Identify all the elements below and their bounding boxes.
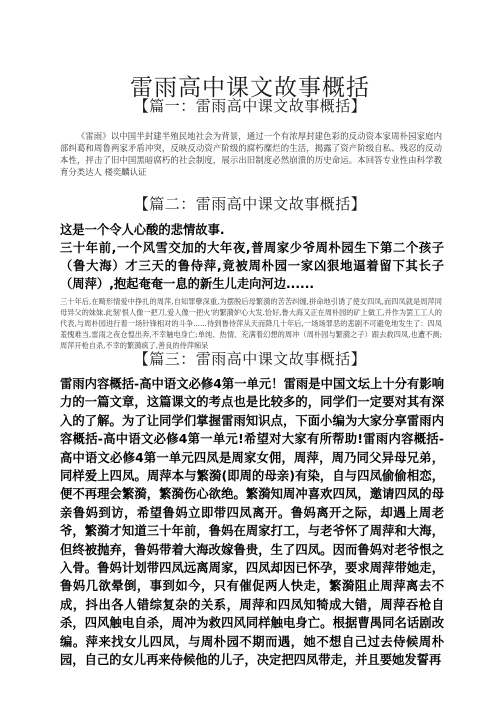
section-heading-3: 【篇三：雷雨高中课文故事概括】 (133, 350, 367, 368)
document-title: 雷雨高中课文故事概括 (130, 75, 370, 102)
section-1-paragraph: 《雷雨》以中国半封建半殖民地社会为背景，通过一个有浓厚封建色彩的反动资本家周朴园家庭内部纠葛和周鲁两家矛盾冲突，反映反动资产阶级的腐朽糜烂的生活，揭露了资产阶级自私、残忍的反动本性，抨击了旧中国黑暗腐朽的社会制度，展示出旧制度必然崩溃的历史命运。本回答专业性由科学教育分类达人 楼奕麟认证 (60, 131, 442, 177)
section-2-detail-paragraph: 三十年后,在畸形情爱中挣扎的周萍,自知罪孽深重,为摆脱后母繁漪的苦苦纠缠,拼命地引诱了使女四凤,而四凤就是周萍同母异父的妹妹.此刻'恨人像一把刀,爱人像一把火'的繁漪妒心大发.恰好,鲁大海又正在周朴园的矿上做工,并作为罢工工人的代表,与周朴园进行着一场针锋相对的斗争......待到鲁侍萍从天而降几十年后,一场场罪恶的悲剧不可避免地发生了：四凤羞愧难当,雷雨之夜仓惶出奔,不幸触电身亡;单纯、热情、充满着幻想的周冲（周朴园与繁漪之子）跟去救四凤,也遭不测;周萍开枪自杀,不幸的繁漪疯了,善良的侍萍痴呆 (60, 297, 442, 350)
section-3-body: 雷雨内容概括-高中语文必修4第一单元！雷雨是中国文坛上十分有影响力的一篇文章，这篇课文的考点也是比较多的，同学们一定要对其有深入的了解。为了让同学们掌握雷雨知识点，下面小编为大家分享雷雨内容概括-高中语文必修4第一单元!希望对大家有所帮助!雷雨内容概括-高中语文必修4第一单元四凤是周家女佣，周萍，周乃同父异母兄弟，同样爱上四凤。周萍本与繁漪(即周的母亲)有染，自与四凤偷偷相恋，便不再理会繁漪，繁漪伤心欲绝。繁漪知周冲喜欢四凤，邀请四凤的母亲鲁妈到访，希望鲁妈立即带四凤离开。鲁妈离开之际，却遇上周老爷，繁漪才知道三十年前，鲁妈在周家打工，与老爷怀了周萍和大海，但终被抛弃，鲁妈带着大海改嫁鲁贵，生了四凤。因而鲁妈对老爷恨之入骨。鲁妈计划带四凤远离周家，四凤却因已怀孕，要求周萍带她走，鲁妈几欲晕倒，事到如今，只有催促两人快走，繁漪阻止周萍离去不成，抖出各人错综复杂的关系，周萍和四凤知犄成大错，周萍吞枪自杀，四风触电自杀，周冲为救四风同样触电身亡。根据曹禺同名话剧改编。萍来找女儿四凤，与周朴园不期而遇，她不想自己过去侍候周朴园，自己的女儿再来侍候他的儿子，决定把四凤带走，并且要她发誓再 (60, 377, 444, 668)
section-heading-1: 【篇一：雷雨高中课文故事概括】 (133, 97, 367, 115)
section-2-lead: 这是一个令人心酸的悲情故事. (60, 223, 225, 237)
section-2-lead-paragraph: 三十年前,一个风雪交加的大年夜,普周家少爷周朴园生下第二个孩子（鲁大海）才三天的鲁侍萍,竟被周朴园一家凶狠地逼着留下其长子（周萍）,抱起奄奄一息的新生儿走向河边...... (60, 241, 444, 291)
section-heading-2: 【篇二：雷雨高中课文故事概括】 (133, 195, 367, 213)
